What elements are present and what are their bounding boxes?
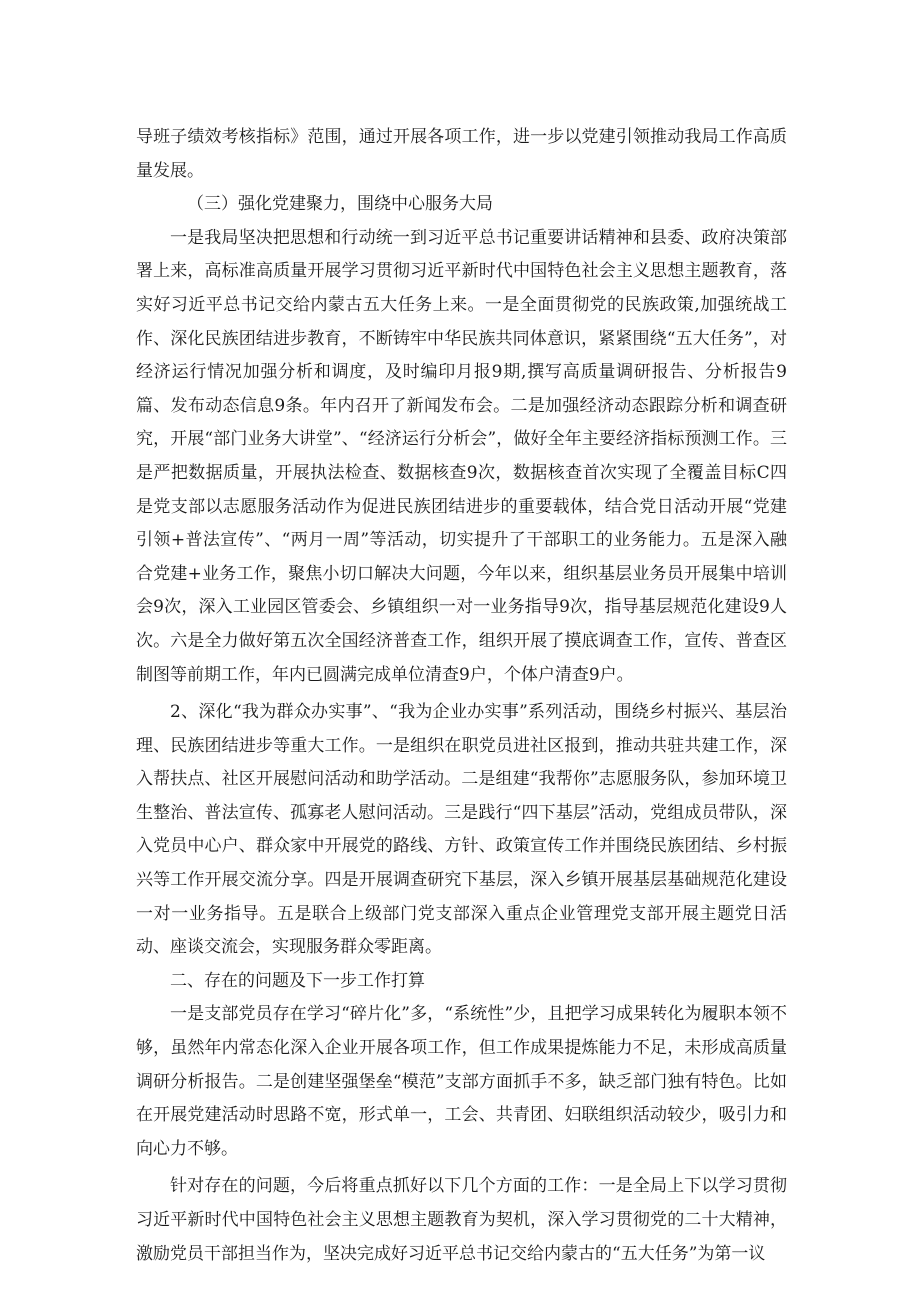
paragraph-problems: 一是支部党员存在学习“碎片化”多，“系统性”少，且把学习成果转化为履职本领不够，虽然年内常态化深入企业开展各项工作，但工作成果提炼能力不足，未形成高质量调研分析报告。二是创建坚强堡垒“模范”支部方面抓手不多，缺乏部门独有特色。比如在开展党建活动时思路不宽，形式单一，工会、共青团、妇联组织活动较少，吸引力和向心力不够。 [136, 1004, 787, 1159]
paragraph-practical-activities: 2、深化“我为群众办实事”、“我为企业办实事”系列活动，围绕乡村振兴、基层治理、民族团结进步等重大工作。一是组织在职党员进社区报到，推动共驻共建工作，深入帮扶点、社区开展慰问活动和助学活动。二是组建“我帮你”志愿服务队，参加环境卫生整治、普法宣传、孤寡老人慰问活动。三是践行“四下基层”活动，党组成员带队，深入党员中心户、群众家中开展党的路线、方针、政策宣传工作并围绕民族团结、乡村振兴等工作开展交流分享。四是开展调查研究下基层，深入乡镇开展基层基础规范化建设一对一业务指导。五是联合上级部门党支部深入重点企业管理党支部开展主题党日活动、座谈交流会，实现服务群众零距离。 [136, 702, 787, 958]
document-body [136, 121, 787, 1271]
paragraph-continuation: 导班子绩效考核指标》范围，通过开展各项工作，进一步以党建引领推动我局工作高质量发展。 [136, 127, 787, 181]
section-heading-problems: 二、存在的问题及下一步工作打算 [170, 970, 425, 991]
paragraph-next-steps: 针对存在的问题，今后将重点抓好以下几个方面的工作：一是全局上下以学习贯彻习近平新时代中国特色社会主义思想主题教育为契机，深入学习贯彻党的二十大精神，激励党员干部担当作为，坚决完成好习近平总书记交给内蒙古的“五大任务”为第一议 [136, 1176, 787, 1264]
paragraph-party-building: 一是我局坚决把思想和行动统一到习近平总书记重要讲话精神和县委、政府决策部署上来，高标准高质量开展学习贯彻习近平新时代中国特色社会主义思想主题教育，落实好习近平总书记交给内蒙古五大任务上来。一是全面贯彻党的民族政策,加强统战工作、深化民族团结进步教育，不断铸牢中华民族共同体意识，紧紧围绕“五大任务”，对经济运行情况加强分析和调度，及时编印月报9期,撰写高质量调研报告、分析报告9篇、发布动态信息9条。年内召开了新闻发布会。二是加强经济动态跟踪分析和调查研究，开展“部门业务大讲堂”、“经济运行分析会”，做好全年主要经济指标预测工作。三是严把数据质量，开展执法检查、数据核查9次，数据核查首次实现了全覆盖目标C四是党支部以志愿服务活动作为促进民族团结进步的重要载体，结合党日活动开展“党建引领+普法宣传”、“两月一周”等活动，切实提升了干部职工的业务能力。五是深入融合党建+业务工作，聚焦小切口解决大问题，今年以来，组织基层业务员开展集中培训会9次，深入工业园区管委会、乡镇组织一对一业务指导9次，指导基层规范化建设9人次。六是全力做好第五次全国经济普查工作，组织开展了摸底调查工作，宣传、普查区制图等前期工作，年内已圆满完成单位清查9户，个体户清查9户。 [136, 227, 787, 685]
section-heading-3: （三）强化党建聚力，围绕中心服务大局 [187, 194, 493, 215]
